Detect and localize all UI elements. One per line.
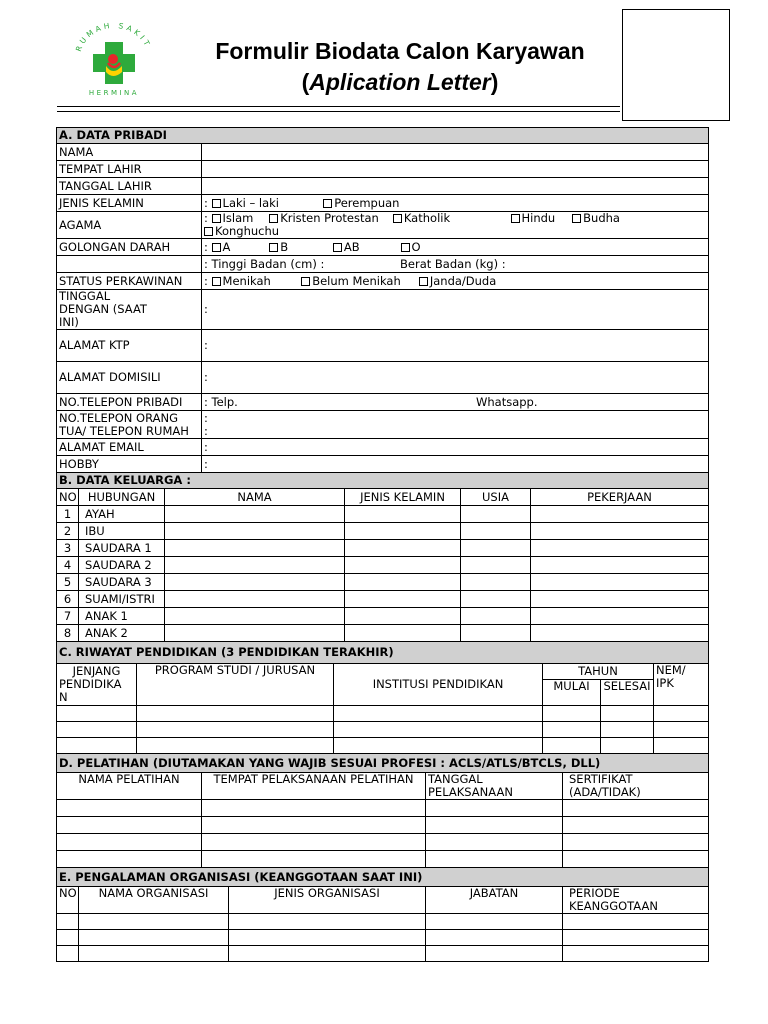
- family-cell[interactable]: [345, 591, 461, 608]
- section-c-title: C. RIWAYAT PENDIDIKAN (3 PENDIDIKAN TERAKHIR): [57, 642, 709, 664]
- family-cell[interactable]: [345, 557, 461, 574]
- field-email[interactable]: :: [202, 439, 709, 456]
- blank-cell[interactable]: [57, 817, 202, 834]
- blank-cell[interactable]: [426, 817, 563, 834]
- blank-cell[interactable]: [229, 946, 426, 962]
- family-cell[interactable]: [461, 625, 531, 642]
- header-divider: [57, 106, 620, 107]
- blank-cell[interactable]: [229, 930, 426, 946]
- header-jenjang: JENJANG PENDIDIKA N: [57, 664, 137, 706]
- field-jenis-kelamin: : Laki – laki Perempuan: [202, 195, 709, 212]
- blank-cell[interactable]: [563, 800, 709, 817]
- table-row: [57, 930, 709, 946]
- blank-cell[interactable]: [229, 914, 426, 930]
- family-row-no: 1: [57, 506, 79, 523]
- family-row-no: 8: [57, 625, 79, 642]
- header-periode: PERIODE KEANGGOTAAN: [563, 887, 709, 914]
- family-cell[interactable]: [461, 574, 531, 591]
- blank-cell[interactable]: [137, 706, 334, 722]
- family-cell[interactable]: [345, 540, 461, 557]
- label-jenis-kelamin: JENIS KELAMIN: [57, 195, 202, 212]
- checkbox-perempuan[interactable]: [323, 199, 332, 208]
- label-tempat-lahir: TEMPAT LAHIR: [57, 161, 202, 178]
- blank-cell[interactable]: [654, 738, 709, 754]
- blank-cell[interactable]: [202, 834, 426, 851]
- checkbox-hindu[interactable]: [511, 214, 520, 223]
- table-row: [57, 625, 709, 642]
- family-header-1: HUBUNGAN: [79, 489, 165, 506]
- blank-cell[interactable]: [543, 706, 601, 722]
- family-cell[interactable]: [461, 557, 531, 574]
- blank-cell[interactable]: [426, 834, 563, 851]
- header-nama-pelatihan: NAMA PELATIHAN: [57, 773, 202, 800]
- family-cell[interactable]: [165, 608, 345, 625]
- family-cell[interactable]: [531, 625, 709, 642]
- family-row-no: 5: [57, 574, 79, 591]
- blank-cell[interactable]: [57, 722, 137, 738]
- checkbox-islam[interactable]: [212, 214, 221, 223]
- family-cell[interactable]: [461, 540, 531, 557]
- table-row: [57, 800, 709, 817]
- family-cell[interactable]: [461, 523, 531, 540]
- checkbox-gd-b[interactable]: [269, 243, 278, 252]
- family-cell[interactable]: [165, 523, 345, 540]
- family-row-hubungan: ANAK 1: [79, 608, 165, 625]
- table-row: [57, 523, 709, 540]
- checkbox-gd-o[interactable]: [401, 243, 410, 252]
- header-sertifikat: SERTIFIKAT (ADA/TIDAK): [563, 773, 709, 800]
- checkbox-konghuchu[interactable]: [204, 227, 213, 236]
- family-cell[interactable]: [531, 523, 709, 540]
- checkbox-katholik[interactable]: [393, 214, 402, 223]
- family-row-hubungan: SAUDARA 1: [79, 540, 165, 557]
- header-program: PROGRAM STUDI / JURUSAN: [137, 664, 334, 706]
- header-selesai: SELESAI: [601, 680, 654, 706]
- family-cell[interactable]: [345, 523, 461, 540]
- checkbox-laki[interactable]: [212, 199, 221, 208]
- section-e-title: E. PENGALAMAN ORGANISASI (KEANGGOTAAN SAAT INI): [57, 868, 709, 887]
- field-alamat-domisili[interactable]: :: [202, 362, 709, 394]
- family-cell[interactable]: [461, 591, 531, 608]
- field-tanggal-lahir[interactable]: [202, 178, 709, 195]
- family-cell[interactable]: [531, 506, 709, 523]
- table-row: [57, 817, 709, 834]
- table-row: [57, 557, 709, 574]
- label-alamat-domisili: ALAMAT DOMISILI: [57, 362, 202, 394]
- blank-cell[interactable]: [202, 851, 426, 868]
- hospital-logo: [70, 20, 158, 100]
- blank-cell[interactable]: [202, 817, 426, 834]
- section-b-title: B. DATA KELUARGA :: [57, 473, 709, 489]
- blank-cell[interactable]: [563, 914, 709, 930]
- section-d-title: D. PELATIHAN (DIUTAMAKAN YANG WAJIB SESUAI PROFESI : ACLS/ATLS/BTCLS, DLL): [57, 754, 709, 773]
- logo-top-text: RUMAH SAKIT: [73, 20, 153, 53]
- section-c-table: [56, 641, 709, 754]
- family-cell[interactable]: [531, 557, 709, 574]
- blank-cell[interactable]: [563, 851, 709, 868]
- family-header-3: JENIS KELAMIN: [345, 489, 461, 506]
- blank-cell[interactable]: [563, 834, 709, 851]
- blank-cell[interactable]: [563, 930, 709, 946]
- checkbox-gd-a[interactable]: [212, 243, 221, 252]
- field-agama: : Islam Kristen Protestan Katholik Hindu Budha Konghuchu: [202, 212, 709, 239]
- family-row-no: 2: [57, 523, 79, 540]
- section-e-table: [56, 867, 709, 962]
- label-empty: [57, 256, 202, 273]
- table-row: [57, 738, 709, 754]
- family-row-no: 6: [57, 591, 79, 608]
- family-cell[interactable]: [345, 625, 461, 642]
- blank-cell[interactable]: [202, 800, 426, 817]
- family-cell[interactable]: [165, 506, 345, 523]
- field-golongan-darah: : A B AB O: [202, 239, 709, 256]
- label-telp-ortu: NO.TELEPON ORANG TUA/ TELEPON RUMAH: [57, 411, 202, 439]
- family-cell[interactable]: [165, 591, 345, 608]
- checkbox-kristen[interactable]: [269, 214, 278, 223]
- family-row-no: 3: [57, 540, 79, 557]
- blank-cell[interactable]: [601, 722, 654, 738]
- blank-cell[interactable]: [137, 738, 334, 754]
- label-alamat-ktp: ALAMAT KTP: [57, 330, 202, 362]
- application-form: [56, 127, 709, 962]
- header-institusi: INSTITUSI PENDIDIKAN: [334, 664, 543, 706]
- section-d-table: [56, 753, 709, 868]
- blank-cell[interactable]: [334, 738, 543, 754]
- blank-cell[interactable]: [57, 851, 202, 868]
- label-tanggal-lahir: TANGGAL LAHIR: [57, 178, 202, 195]
- checkbox-gd-ab[interactable]: [333, 243, 342, 252]
- blank-cell[interactable]: [57, 800, 202, 817]
- table-row: [57, 834, 709, 851]
- blank-cell[interactable]: [601, 738, 654, 754]
- header-tahun: TAHUN: [543, 664, 654, 680]
- table-row: [57, 914, 709, 930]
- family-cell[interactable]: [345, 506, 461, 523]
- family-row-hubungan: IBU: [79, 523, 165, 540]
- field-tinggi-berat[interactable]: : Tinggi Badan (cm) : Berat Badan (kg) :: [202, 256, 709, 273]
- header-nama-organisasi: NAMA ORGANISASI: [79, 887, 229, 914]
- header-divider-thin: [57, 111, 620, 112]
- blank-cell[interactable]: [79, 914, 229, 930]
- medical-cross-icon: [93, 42, 135, 84]
- table-row: [57, 591, 709, 608]
- checkbox-budha[interactable]: [572, 214, 581, 223]
- header-mulai: MULAI: [543, 680, 601, 706]
- family-header-4: USIA: [461, 489, 531, 506]
- family-cell[interactable]: [165, 540, 345, 557]
- photo-box[interactable]: [622, 9, 730, 121]
- blank-cell[interactable]: [79, 946, 229, 962]
- table-row: [57, 722, 709, 738]
- header-no-org: NO: [57, 887, 79, 914]
- family-row-hubungan: SUAMI/ISTRI: [79, 591, 165, 608]
- checkbox-janda-duda[interactable]: [419, 277, 428, 286]
- header-jabatan: JABATAN: [426, 887, 563, 914]
- page-title: [170, 36, 630, 98]
- checkbox-menikah[interactable]: [212, 277, 221, 286]
- table-row: [57, 574, 709, 591]
- field-hobby[interactable]: :: [202, 456, 709, 473]
- logo-bottom-text: HERMINA: [88, 89, 140, 97]
- blank-cell[interactable]: [426, 946, 563, 962]
- title-line-1: Formulir Biodata Calon Karyawan: [215, 38, 585, 64]
- blank-cell[interactable]: [57, 914, 79, 930]
- field-telp-pribadi[interactable]: : Telp. Whatsapp.: [202, 394, 709, 411]
- blank-cell[interactable]: [654, 722, 709, 738]
- field-nama[interactable]: [202, 144, 709, 161]
- family-row-no: 7: [57, 608, 79, 625]
- family-cell[interactable]: [165, 625, 345, 642]
- blank-cell[interactable]: [543, 722, 601, 738]
- label-tinggal: TINGGAL DENGAN (SAAT INI): [57, 290, 202, 330]
- header-tempat-pelatihan: TEMPAT PELAKSANAAN PELATIHAN: [202, 773, 426, 800]
- blank-cell[interactable]: [334, 706, 543, 722]
- family-cell[interactable]: [531, 591, 709, 608]
- section-b-table: [56, 472, 709, 642]
- blank-cell[interactable]: [57, 706, 137, 722]
- field-status: : Menikah Belum Menikah Janda/Duda: [202, 273, 709, 290]
- field-tempat-lahir[interactable]: [202, 161, 709, 178]
- family-cell[interactable]: [531, 540, 709, 557]
- table-row: [57, 946, 709, 962]
- family-cell[interactable]: [531, 574, 709, 591]
- blank-cell[interactable]: [79, 930, 229, 946]
- blank-cell[interactable]: [334, 722, 543, 738]
- blank-cell[interactable]: [654, 706, 709, 722]
- blank-cell[interactable]: [563, 946, 709, 962]
- blank-cell[interactable]: [426, 800, 563, 817]
- label-email: ALAMAT EMAIL: [57, 439, 202, 456]
- family-row-no: 4: [57, 557, 79, 574]
- label-status: STATUS PERKAWINAN: [57, 273, 202, 290]
- table-row: [57, 706, 709, 722]
- header-tanggal-pelaksanaan: TANGGAL PELAKSANAAN: [426, 773, 563, 800]
- family-header-5: PEKERJAAN: [531, 489, 709, 506]
- checkbox-belum-menikah[interactable]: [301, 277, 310, 286]
- label-nama: NAMA: [57, 144, 202, 161]
- table-row: [57, 540, 709, 557]
- blank-cell[interactable]: [426, 914, 563, 930]
- blank-cell[interactable]: [57, 738, 137, 754]
- family-row-hubungan: ANAK 2: [79, 625, 165, 642]
- family-cell[interactable]: [531, 608, 709, 625]
- blank-cell[interactable]: [57, 834, 202, 851]
- table-row: [57, 608, 709, 625]
- family-cell[interactable]: [345, 574, 461, 591]
- section-a-table: [56, 127, 709, 473]
- header-nem: NEM/ IPK: [654, 664, 709, 706]
- title-line-2: (Aplication Letter): [301, 69, 499, 95]
- family-cell[interactable]: [461, 608, 531, 625]
- family-row-hubungan: AYAH: [79, 506, 165, 523]
- family-header-0: NO: [57, 489, 79, 506]
- field-tinggal[interactable]: :: [202, 290, 709, 330]
- label-agama: AGAMA: [57, 212, 202, 239]
- family-cell[interactable]: [165, 557, 345, 574]
- blank-cell[interactable]: [57, 946, 79, 962]
- family-header-2: NAMA: [165, 489, 345, 506]
- blank-cell[interactable]: [57, 930, 79, 946]
- section-a-title: A. DATA PRIBADI: [57, 128, 709, 144]
- label-golongan-darah: GOLONGAN DARAH: [57, 239, 202, 256]
- family-cell[interactable]: [165, 574, 345, 591]
- family-row-hubungan: SAUDARA 2: [79, 557, 165, 574]
- label-hobby: HOBBY: [57, 456, 202, 473]
- header-jenis-organisasi: JENIS ORGANISASI: [229, 887, 426, 914]
- table-row: [57, 506, 709, 523]
- label-telp-pribadi: NO.TELEPON PRIBADI: [57, 394, 202, 411]
- blank-cell[interactable]: [137, 722, 334, 738]
- blank-cell[interactable]: [601, 706, 654, 722]
- family-cell[interactable]: [461, 506, 531, 523]
- blank-cell[interactable]: [563, 817, 709, 834]
- field-telp-ortu[interactable]: : :: [202, 411, 709, 439]
- table-row: [57, 851, 709, 868]
- field-alamat-ktp[interactable]: :: [202, 330, 709, 362]
- blank-cell[interactable]: [426, 930, 563, 946]
- blank-cell[interactable]: [543, 738, 601, 754]
- family-cell[interactable]: [345, 608, 461, 625]
- family-row-hubungan: SAUDARA 3: [79, 574, 165, 591]
- blank-cell[interactable]: [426, 851, 563, 868]
